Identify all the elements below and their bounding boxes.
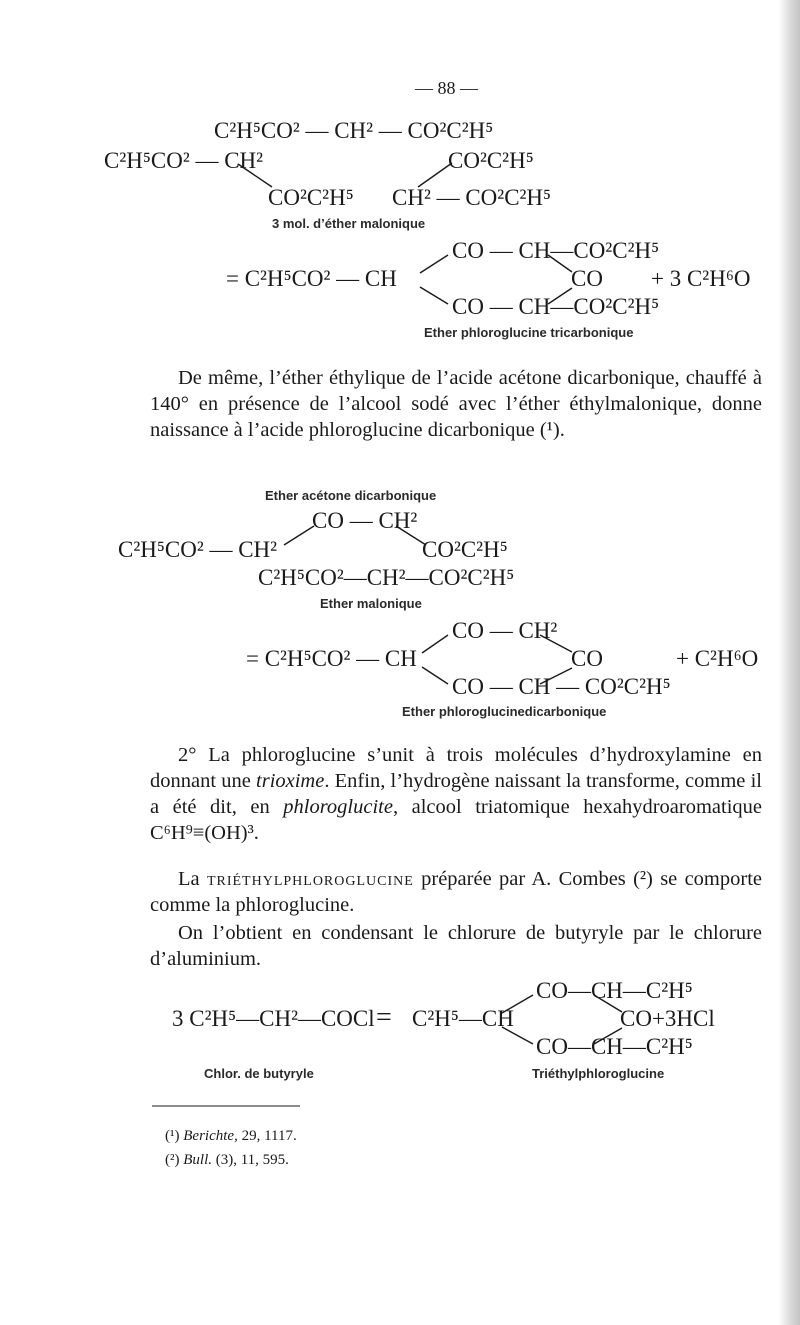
reaction2-left-formula: C²H⁵CO² — CH²	[118, 537, 278, 562]
paragraph-2-tail: , alcool triatomique hexahydroaromatique C⁶H⁹≡(OH)³.	[150, 796, 763, 844]
reaction3-product-bottom: CO—CH—C²H⁵	[536, 1034, 693, 1059]
term-trioxime: trioxime	[256, 770, 325, 792]
footnote-1-source: Berichte	[183, 1128, 235, 1144]
reaction2-product-top: CO — CH²	[452, 618, 558, 643]
compound-name: triéthylphloroglucine	[206, 868, 414, 890]
paragraph-3-tail: préparée par A. Combes (²) se comporte comme la phloroglucine.	[150, 868, 762, 916]
reaction1-product-left: = C²H⁵CO² — CH	[226, 266, 397, 291]
footnote-1-mark: (¹)	[165, 1128, 180, 1144]
bond-line	[422, 635, 448, 653]
bond-line	[540, 668, 572, 684]
reaction2-right-formula: CO²C²H⁵	[422, 537, 508, 562]
paragraph-1-text: De même, l’éther éthylique de l’acide acétone dicarbonique, chauffé à 140° en présence de l’alcool sodé avec l’éther éthylmalonique, donne naissance à l’acide phloroglucine dicarbonique (¹).	[150, 367, 762, 441]
bond-line	[594, 1028, 622, 1044]
reaction2-product-bottom: CO — CH — CO²C²H⁵	[452, 674, 671, 699]
footnote-1	[165, 1128, 297, 1145]
footnote-2-ref: (3), 11, 595.	[212, 1152, 289, 1168]
reaction1-product-bottom: CO — CH—CO²C²H⁵	[452, 294, 660, 319]
reaction3-product-top: CO—CH—C²H⁵	[536, 978, 693, 1003]
reaction1-lower-right-formula: CH² — CO²C²H⁵	[392, 185, 552, 210]
reaction1-lower-left-formula: CO²C²H⁵	[268, 185, 354, 210]
reaction2-malonic-caption: Ether malonique	[320, 596, 422, 611]
reaction3-product-mid: CO+3HCl	[620, 1006, 715, 1031]
bond-line	[502, 1027, 533, 1044]
bond-line	[420, 287, 448, 304]
footnote-1-ref: , 29, 1117.	[234, 1128, 297, 1144]
reaction2-product-caption: Ether phloroglucinedicarbonique	[402, 704, 607, 719]
reaction1-byproduct: + 3 C²H⁶O	[651, 266, 751, 291]
reaction2-malonic-formula: C²H⁵CO²—CH²—CO²C²H⁵	[258, 565, 515, 590]
reaction1-right-formula: CO²C²H⁵	[448, 148, 534, 173]
bond-line	[548, 255, 572, 272]
reaction3-product-left: C²H⁵—CH	[412, 1006, 514, 1031]
paragraph-2-mid: . Enfin, l’hydrogène naissant la transforme, comme il a été dit, en	[150, 770, 762, 818]
reaction3-equals: =	[376, 1002, 392, 1033]
reaction1-product-mid: CO	[571, 266, 603, 291]
bond-line	[420, 255, 448, 273]
paragraph-4-text: On l’obtient en condensant le chlorure de butyryle par le chlorure d’aluminium.	[150, 922, 762, 970]
bond-line	[540, 635, 572, 652]
footnote-2-mark: (²)	[165, 1152, 180, 1168]
bond-line	[548, 288, 572, 304]
reaction2-top-formula: CO — CH²	[312, 508, 418, 533]
paragraph-2-lead: 2° La phloroglucine s’unit à trois molécules d’hydroxylamine en donnant une	[150, 744, 762, 792]
reaction1-top-formula: C²H⁵CO² — CH² — CO²C²H⁵	[214, 118, 494, 143]
reaction2-product-left: = C²H⁵CO² — CH	[246, 646, 417, 671]
footnote-2-source: Bull.	[183, 1152, 212, 1168]
reaction1-caption: 3 mol. d’éther malonique	[272, 216, 426, 231]
reaction3-caption-left: Chlor. de butyryle	[204, 1066, 314, 1081]
reaction2-caption-top: Ether acétone dicarbonique	[265, 488, 437, 503]
bond-line	[422, 667, 448, 684]
bond-line	[284, 526, 314, 545]
reaction3-caption-right: Triéthylphloroglucine	[532, 1066, 665, 1081]
bond-line	[238, 164, 272, 187]
footnote-2	[165, 1152, 289, 1169]
paragraph-3-lead: La	[178, 868, 207, 890]
reaction2-byproduct: + C²H⁶O	[676, 646, 759, 671]
bond-line	[502, 995, 533, 1013]
reaction3-reactant: 3 C²H⁵—CH²—COCl	[172, 1006, 375, 1031]
page-edge-shadow	[778, 0, 800, 1325]
bond-line	[594, 995, 622, 1012]
bond-line	[396, 526, 426, 545]
reaction2-product-mid: CO	[571, 646, 603, 671]
page-number: — 88 —	[415, 78, 478, 98]
term-phloroglucite: phloroglucite	[283, 796, 393, 818]
reaction1-product-caption: Ether phloroglucine tricarbonique	[424, 325, 634, 340]
reaction1-product-top: CO — CH—CO²C²H⁵	[452, 238, 660, 263]
reaction1-left-formula: C²H⁵CO² — CH²	[104, 148, 264, 173]
bond-line	[418, 163, 452, 187]
